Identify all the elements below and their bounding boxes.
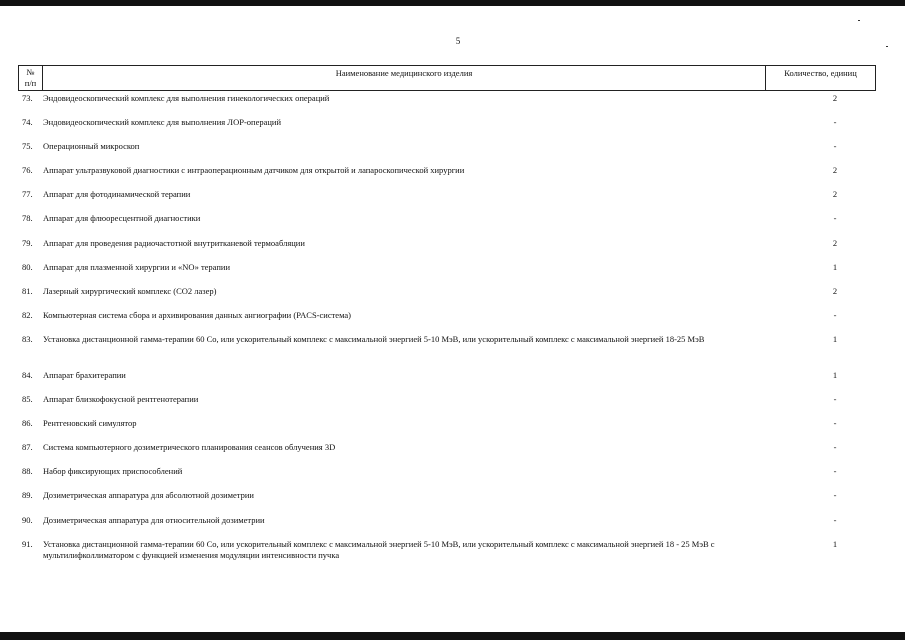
header-number-sublabel: п/п xyxy=(24,78,37,88)
row-quantity: 1 xyxy=(832,262,838,272)
top-border-bar xyxy=(0,0,905,6)
scan-speck xyxy=(858,20,860,21)
row-name: Эндовидеоскопический комплекс для выполнения ЛОР-операций xyxy=(43,117,282,127)
row-quantity: - xyxy=(833,310,837,320)
row-quantity: 1 xyxy=(832,334,838,344)
row-quantity: - xyxy=(833,394,837,404)
row-name: Лазерный хирургический комплекс (СО2 лазер) xyxy=(43,286,217,296)
row-quantity: - xyxy=(833,466,837,476)
row-number: 80. xyxy=(22,262,33,272)
header-quantity-cell xyxy=(765,65,876,91)
row-quantity: 2 xyxy=(832,93,838,103)
row-number: 81. xyxy=(22,286,33,296)
row-number: 77. xyxy=(22,189,33,199)
row-name: Установка дистанционной гамма-терапии 60 Со, или ускорительный комплекс с максимальной энергией 5-10 МэВ, или ускорительный комплекс с максимальной энергией 18-25 МэВ xyxy=(43,334,705,344)
row-quantity: - xyxy=(833,490,837,500)
row-name: Эндовидеоскопический комплекс для выполнения гинекологических операций xyxy=(43,93,330,103)
row-number: 91. xyxy=(22,539,33,549)
row-number: 82. xyxy=(22,310,33,320)
row-quantity: - xyxy=(833,213,837,223)
header-name-label: Наименование медицинского изделия xyxy=(335,68,473,78)
row-name: Аппарат для флюоресцентной диагностики xyxy=(43,213,201,223)
row-number: 86. xyxy=(22,418,33,428)
row-quantity: 2 xyxy=(832,189,838,199)
row-number: 73. xyxy=(22,93,33,103)
row-number: 84. xyxy=(22,370,33,380)
row-quantity: 2 xyxy=(832,165,838,175)
row-name: Аппарат ультразвуковой диагностики с интраоперационным датчиком для открытой и лапароскопической хирургии xyxy=(43,165,465,175)
row-number: 88. xyxy=(22,466,33,476)
row-quantity: - xyxy=(833,117,837,127)
row-name: Аппарат для проведения радиочастотной внутритканевой термоабляции xyxy=(43,238,305,248)
row-number: 74. xyxy=(22,117,33,127)
row-number: 76. xyxy=(22,165,33,175)
row-number: 87. xyxy=(22,442,33,452)
row-quantity: 1 xyxy=(832,370,838,380)
bottom-border-bar xyxy=(0,632,905,640)
row-name: Аппарат для плазменной хирургии и «NO» терапии xyxy=(43,262,230,272)
row-name: Система компьютерного дозиметрического планирования сеансов облучения 3D xyxy=(43,442,336,452)
row-number: 79. xyxy=(22,238,33,248)
row-quantity: - xyxy=(833,418,837,428)
row-number: 85. xyxy=(22,394,33,404)
row-quantity: - xyxy=(833,515,837,525)
row-name: Операционный микроскоп xyxy=(43,141,140,151)
header-number-cell xyxy=(18,65,43,91)
row-quantity: 1 xyxy=(832,539,838,549)
header-name-cell xyxy=(42,65,766,91)
row-number: 89. xyxy=(22,490,33,500)
row-number: 90. xyxy=(22,515,33,525)
header-quantity-label: Количество, единиц xyxy=(784,68,857,78)
row-name: Установка дистанционной гамма-терапии 60 Со, или ускорительный комплекс с максимальной энергией 5-10 МэВ, или ускорительный комплекс с максимальной энергией 18 - 25 МэВ с мультилифколлиматором с функцией изменения модуляции интенсивности пучка xyxy=(43,539,715,560)
row-number: 83. xyxy=(22,334,33,344)
scan-speck xyxy=(886,46,888,47)
row-quantity: 2 xyxy=(832,286,838,296)
page-number: 5 xyxy=(455,36,461,46)
header-number-label: № xyxy=(26,67,35,77)
row-name: Аппарат близкофокусной рентгенотерапии xyxy=(43,394,199,404)
row-number: 75. xyxy=(22,141,33,151)
row-name: Рентгеновский симулятор xyxy=(43,418,137,428)
row-quantity: - xyxy=(833,141,837,151)
row-name: Компьютерная система сбора и архивирования данных ангиографии (PACS-система) xyxy=(43,310,352,320)
row-name: Дозиметрическая аппаратура для абсолютной дозиметрии xyxy=(43,490,254,500)
row-name: Дозиметрическая аппаратура для относительной дозиметрии xyxy=(43,515,265,525)
row-number: 78. xyxy=(22,213,33,223)
row-quantity: - xyxy=(833,442,837,452)
row-name: Набор фиксирующих приспособлений xyxy=(43,466,183,476)
row-name: Аппарат для фотодинамической терапии xyxy=(43,189,191,199)
row-quantity: 2 xyxy=(832,238,838,248)
row-name: Аппарат брахитерапии xyxy=(43,370,126,380)
